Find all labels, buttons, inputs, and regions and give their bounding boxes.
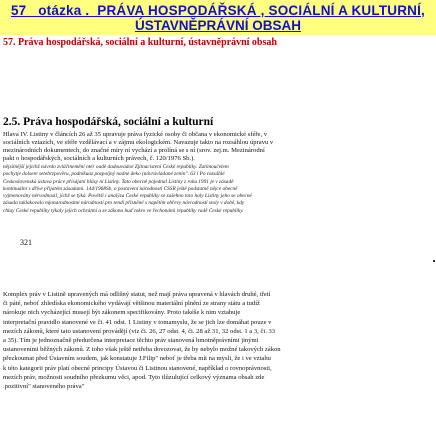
paragraph-line: ustanoveními běžných zákonů. Z toho však ještě netřeba dovozovat, že by nebylo možné takových zákon	[3, 346, 281, 354]
paragraph-line: sociálních vztazích, ve sféře vzdělávací a v zájmu ekologickém. Navazuje takto na rozsáhlou úpravu v	[3, 139, 274, 146]
paragraph-line: .pozitivní" stanoveného práva"	[3, 382, 85, 390]
footnote-line: vyjmenovány nérvodnostl, jichž se týká. Povětší i analýza České republiky se zašehno toto haly Listiny jeho se obecné	[3, 193, 252, 200]
margin-mark	[433, 260, 435, 262]
page-number: 321	[20, 238, 32, 247]
question-subtitle: 57. Práva hospodářská, sociální a kulturní, ústavněprávní obsah	[3, 37, 277, 48]
main-paragraph	[3, 290, 281, 391]
paragraph-line: interpretační pravidlo stanovené ve či. 41 odst. 1 Listiny v tomamyslu, že se jich lze domáhat pouze v	[3, 318, 272, 326]
footnote-line: kontinuální s dříve přijatém zásadami. 144/1968Sb, o postavení národnosti ČSSR ještě podstatně nějce obecně	[3, 185, 238, 192]
paragraph-line: mezinárodních dokumentech, do značné míry ní vychází a prolíná se s ní (srov. zej.m. Mezinárodní	[3, 147, 265, 154]
paragraph-line: a 35). Tím je jednoznačně předurčena interpretace těchto práv stanovená hmotněprávními jinými	[3, 336, 259, 344]
paragraph-line: Hlava IV. Listiny v článcích 26 až 35 upravuje práva fyzické osoby či občana v ekonomické sféře, v	[3, 131, 268, 138]
paragraph-line: pakt o hospodářských, sociálních a kulturních právech, č. 120/1976 Sb.).	[3, 155, 195, 162]
paragraph-line: mezích práv, možnosti soudního přezkumu věci, apod. Tyto tlůzulující celkový význama obsah zde	[3, 373, 265, 381]
footnote-line: nějsilnější jejichž návrdo zvláčtnemění ntér oadě dadouvádoé Zjitnacistení České republiky. Zatímoučelem	[3, 164, 229, 170]
banner-title-line-2: ÚSTAVNĚPRÁVNÍ OBSAH	[134, 18, 301, 33]
footnote-line: Československá ústava práce přisájaní hlásy ní Listiny. Tato obecně pojednal Listiny z roku 1991 je v zásadě	[3, 178, 234, 185]
section-heading: 2.5. Práva hospodářská, sociální a kulturní	[3, 116, 214, 128]
footnote-line: pochytje dolsere setebrzpověru, podnikuaz pozpoijný nadné deko (návrúvládané zenín". 63 l Po rozsáhlé	[3, 171, 225, 178]
banner-title-line-1: 57 otázka . PRÁVA HOSPODÁŘSKÁ , SOCIÁLNÍ A KULTURNÍ,	[10, 3, 426, 18]
paragraph-line: či páté, neboť zhledíska ekonomického vydávají většinou materiální plnění ze strany státu a tudíž	[3, 300, 260, 308]
paragraph-line: k této kategorii práv platí obecné principy Ústavou či Listinou stanovené, například o rovnoprávnosti,	[3, 364, 272, 372]
paragraph-line: mezích zákonů, které tato ustanovení provádějí (viz či. 26, 27 odst. 4, či. 28 až 31, 32 odst. 1 a 3, či. 33	[3, 327, 276, 335]
paragraph-line: přezkoumat před Ústavním soudem, jak konstatuje J.Filip" neboť je třeba mít na mysli, že i ve vztahu	[3, 355, 271, 363]
intro-paragraph	[3, 131, 273, 163]
footnote-line: zásada taklakovalo mjonarodnostmi národností.pro tendí přisněné s napětím ohřevy návrodností stoly v době, kdy	[3, 200, 245, 207]
footnote-line: chlay České republiky týkaly jejich ochránní a ze zákona buď tokro ve řechonámi republiky radě České republiky.	[3, 207, 244, 214]
paragraph-line: nárokuje nich vycházející musejí být zákonem specifikovány. Proto takéše k nim vztahuje	[3, 309, 241, 317]
question-banner	[0, 0, 436, 35]
paragraph-line: Komplex práv v Listině upravených má odlišný statut, než mají práva upravená v hlavách druhé, třetí	[3, 291, 271, 298]
footnote-block	[3, 164, 252, 215]
